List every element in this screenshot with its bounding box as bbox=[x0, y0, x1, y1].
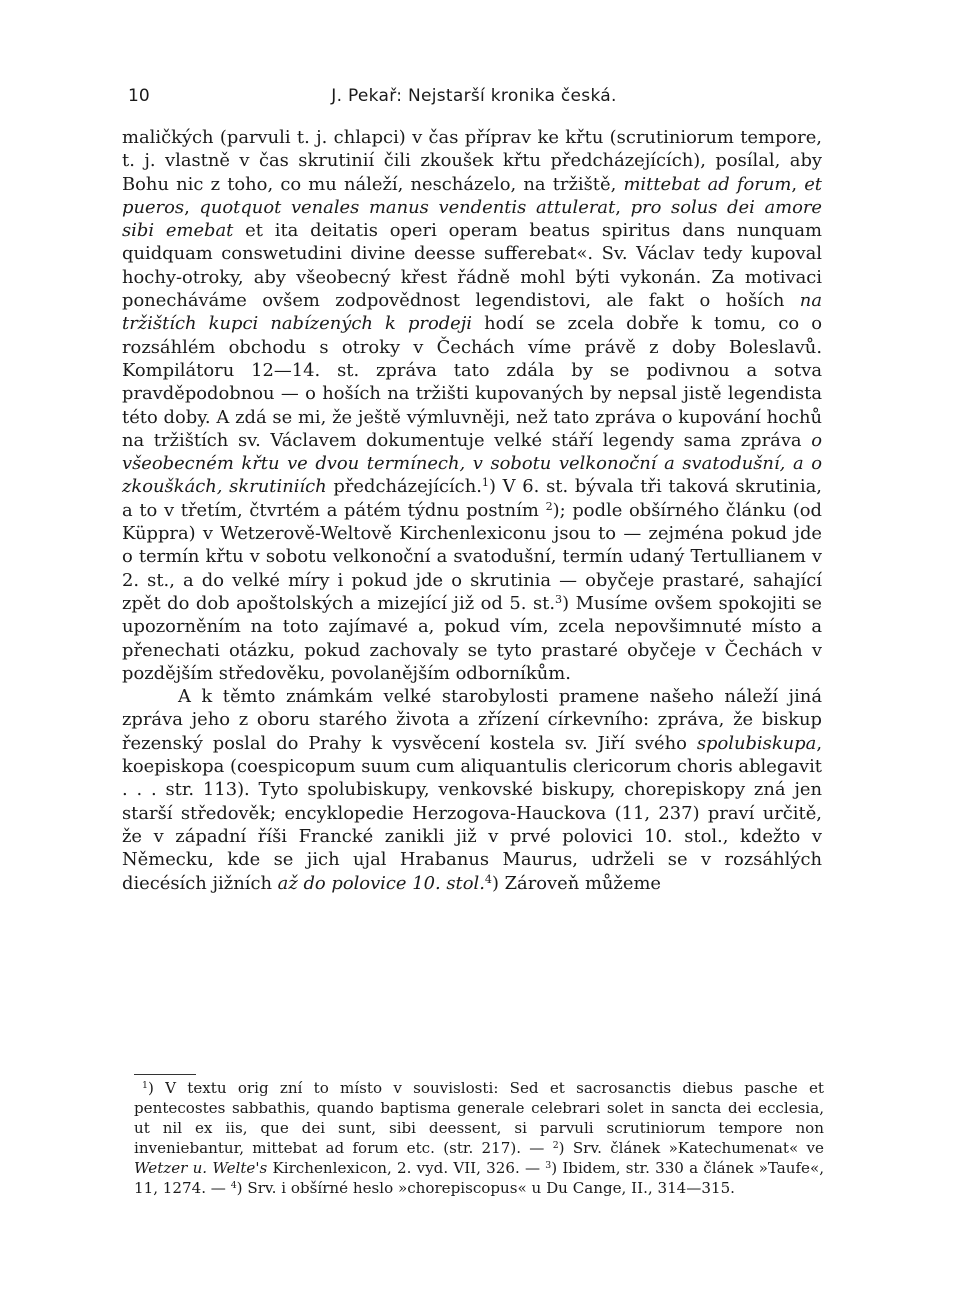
italic-run: o všeobecném křtu ve dvou termínech, v sobotu velkonoční a svatodušní, a o zkouškách, skrutiniích bbox=[122, 429, 822, 498]
italic-run: spolubiskupa bbox=[696, 732, 817, 754]
text-run: A k těmto známkám velké starobylosti pramene našeho náleží jiná zpráva jeho z oboru starého života a zřízení církevního: zpráva, že biskup řezenský poslal do Prahy k vysvěcení kostela sv. Jiří svého bbox=[122, 686, 822, 754]
text-run: , bbox=[184, 196, 200, 218]
footnote-ref-3[interactable]: 3 bbox=[555, 592, 563, 606]
footnote-mark-2: 2 bbox=[552, 1139, 559, 1151]
italic-run: mittebat ad forum bbox=[623, 173, 792, 195]
italic-run: quotquot venales manus vendentis attulerat bbox=[199, 196, 616, 218]
footnote-text-2a: ) Srv. článek »Katechumenat« ve bbox=[558, 1138, 824, 1157]
footnote-mark-3: 3 bbox=[545, 1159, 552, 1171]
footnote-text-2b: Kirchenlexicon, 2. vyd. VII, 326. — bbox=[267, 1158, 546, 1177]
running-title: J. Pekař: Nejstarší kronika česká. bbox=[331, 86, 617, 106]
text-run: předcházejících. bbox=[326, 476, 482, 498]
footnote-text-1: ) V textu orig zní to místo v souvislosti: Sed et sacrosanctis diebus pasche et pentecostes sabbathis, quando baptisma generale celebrari solet in sancta dei ecclesia, ut nil ex iis, que dei sunt, sibi deessent, si parvuli scrutiniorum tempore non inveniebantur, mittebat ad forum etc. (str. 217). — bbox=[134, 1079, 824, 1157]
paragraph-2 bbox=[122, 685, 822, 895]
paragraph-1 bbox=[122, 126, 822, 685]
text-run: , koepiskopa (coespicopum suum cum aliquantulis clericorum choris ablegavit . . . str. 113). Tyto spolubiskupy, venkovské biskupy, chorepiskopy zná jen starší středověk; encyklopedie Herzogova-Hauckova (11, 237) praví určitě, že v západní říši Francké zanikli již v prvé polovici 10. stol., kdežto v Německu, kde se jich ujal Hrabanus Maurus, udrželi se v rozsáhlých diecésích jižních bbox=[122, 732, 822, 894]
text-run: , bbox=[791, 173, 805, 195]
page-header bbox=[128, 86, 820, 110]
text-run: ); podle obšírného článku (od Küppra) v Wetzerově-Weltově Kirchenlexiconu jsou to — zejména pokud jde o termín křtu v sobotu velkonoční a svatodušní, termín udaný Tertullianem v 2. st., a do velké míry i pokud jde o skrutinia — obyčeje prastaré, sahající zpět do dob apoštolských a mizející již od 5. st. bbox=[122, 499, 822, 614]
text-run: , bbox=[615, 196, 631, 218]
italic-run: na tržištích kupci nabízených k prodeji bbox=[122, 290, 822, 335]
italic-run: et pueros bbox=[122, 173, 822, 218]
footnote-mark-1: 1 bbox=[142, 1079, 148, 1091]
text-run: maličkých (parvuli t. j. chlapci) v čas příprav ke křtu (scrutiniorum tempore, t. j. vlastně v čas skrutinií čili zkoušek křtu předcházejících), posílal, aby Bohu nic z toho, co mu náleží, nescházelo, na tržiště, bbox=[122, 127, 822, 195]
italic-run: pro solus dei amore sibi emebat bbox=[122, 196, 823, 242]
footnote-ref-2[interactable]: 2 bbox=[545, 499, 553, 513]
text-run: ) V 6. st. bývala tři taková skrutinia, a to v třetím, čtvrtém a pátém týdnu postním bbox=[122, 476, 822, 521]
footnote-divider bbox=[134, 1074, 196, 1075]
footnote-ref-1[interactable]: 1 bbox=[481, 476, 489, 490]
footnote-text-4: ) Srv. i obšírné heslo »chorepiscopus« u Du Cange, II., 314—315. bbox=[236, 1178, 735, 1197]
footnote-ref-4[interactable]: 4 bbox=[484, 872, 492, 886]
text-run: hodí se zcela dobře k tomu, co o rozsáhlém obchodu s otroky v Čechách víme právě z doby Boleslavů. Kompilátoru 12—14. st. zpráva tato zdála by se podivnou a sotva pravděpodobnou — o hoších na tržišti kupovaných by nepsal jistě legendista této doby. A zdá se mi, že ještě výmluvněji, než tato zpráva o kupování hochů na tržištích sv. Václavem dokumentuje velké stáří legendy sama zpráva bbox=[122, 313, 822, 451]
footnote-mark-4: 4 bbox=[230, 1179, 237, 1191]
italic-run: až do polovice 10. stol. bbox=[277, 872, 485, 894]
footnotes bbox=[134, 1079, 824, 1198]
text-run: ) Musíme ovšem spokojiti se upozorněním na toto zajímavé a, pokud vím, zcela nepovšimnuté místo a přenechati otázku, pokud zachovaly se tyto prastaré obyčeje v Čechách v pozdějším středověku, povolanějším odborníkům. bbox=[122, 592, 822, 684]
footnote-italic: Wetzer u. Welte's bbox=[134, 1158, 268, 1177]
text-run: et ita deitatis operi operam beatus spiritus dans nunquam quidquam conswetudini divine deesse sufferebat«. Sv. Václav tedy kupoval hochy-otroky, aby všeobecný křest řádně mohl býti vykonán. Za motivaci ponecháváme ovšem zodpovědnost legendistovi, ale fakt o hoších bbox=[122, 220, 822, 312]
footnote-block bbox=[134, 1079, 824, 1198]
text-run: ) Zároveň můžeme bbox=[491, 872, 661, 894]
footnote-text-3: ) Ibidem, str. 330 a článek »Taufe«, 11, 1274. — bbox=[134, 1158, 824, 1197]
body-text bbox=[122, 126, 822, 895]
page-number: 10 bbox=[128, 86, 150, 106]
